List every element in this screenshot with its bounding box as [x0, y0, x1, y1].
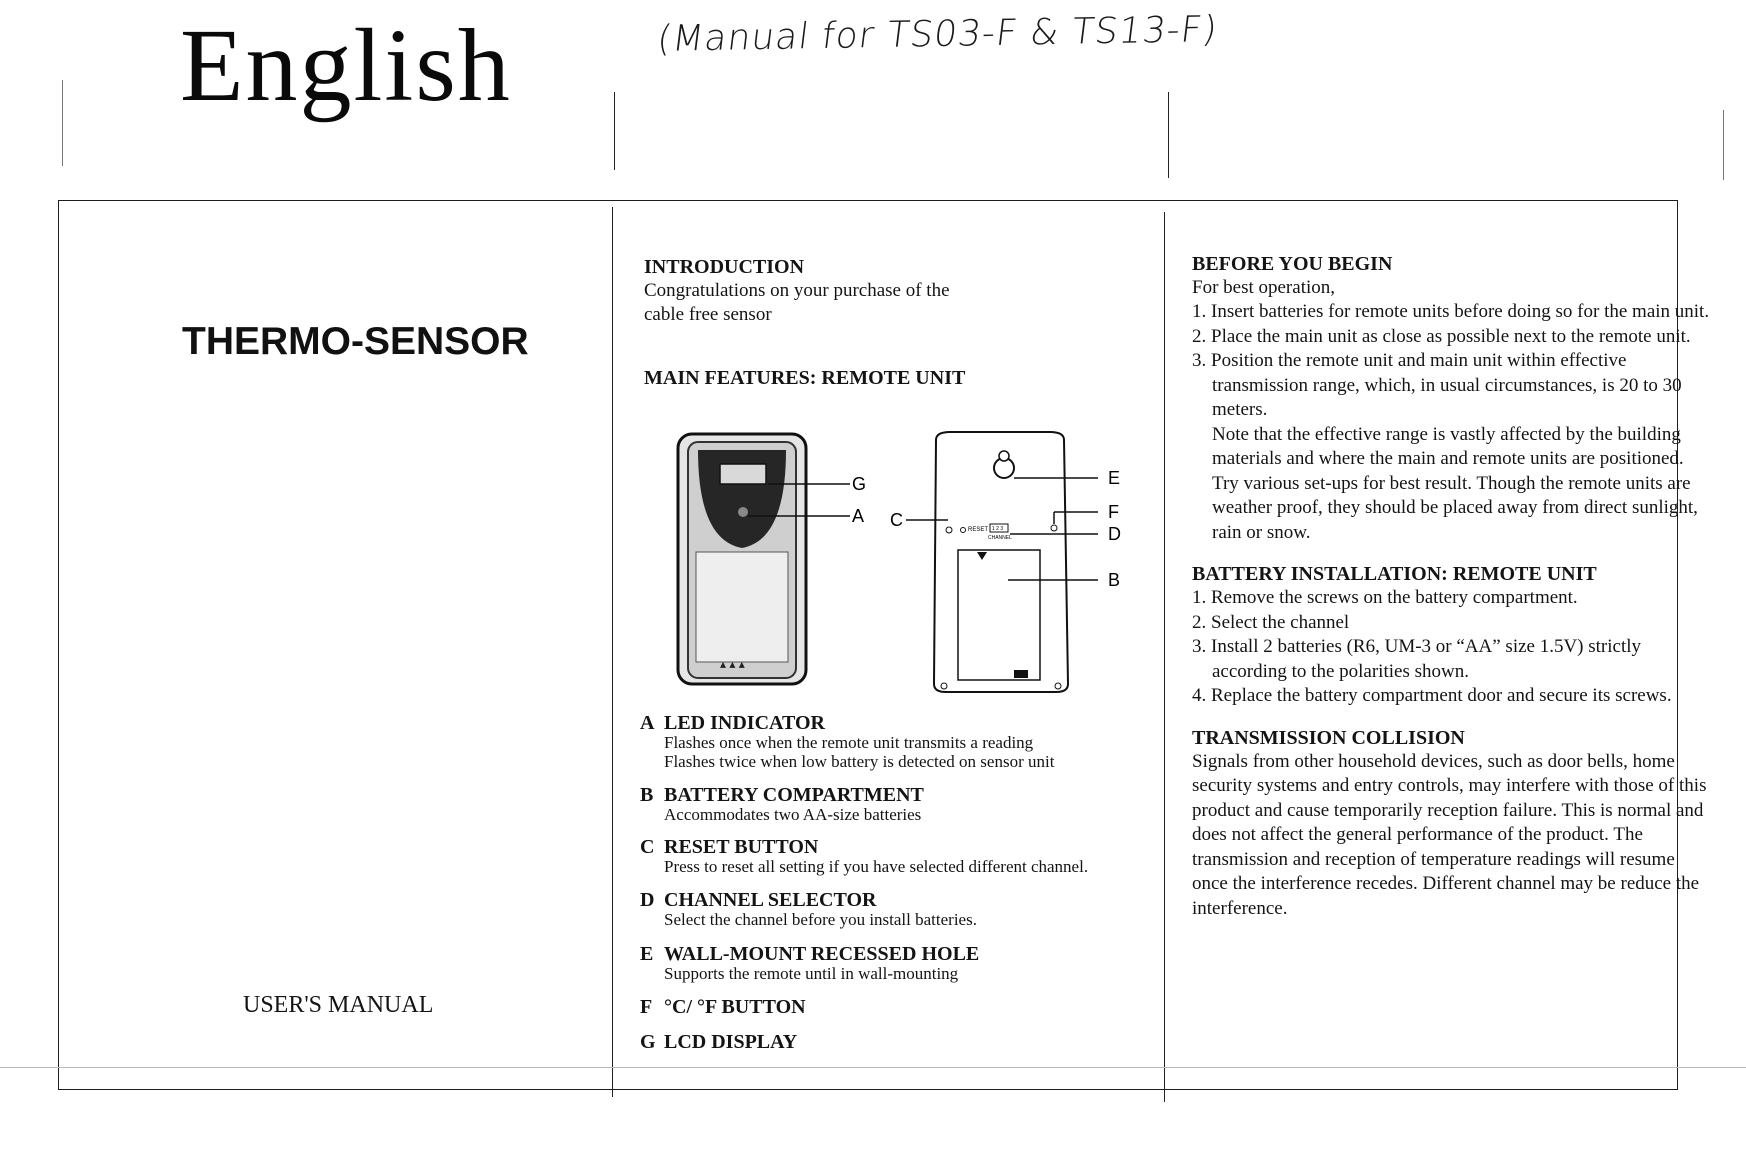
legend-desc: Flashes twice when low battery is detected on sensor unit: [664, 751, 1055, 771]
fold-line: [0, 1067, 1746, 1068]
front-view-illustration: [678, 434, 806, 684]
legend-item-b: [640, 784, 1160, 825]
handwritten-note: (Manual for TS03-F & TS13-F): [654, 9, 1221, 60]
header-divider-right: [1723, 110, 1724, 180]
header-divider-left: [62, 80, 63, 166]
diagram-channel-text: CHANNEL: [988, 535, 1012, 541]
step-item: 2. Select the channel: [1192, 611, 1350, 633]
step-item: 2. Place the main unit as close as possible next to the remote unit.: [1192, 325, 1691, 347]
range-note: Note that the effective range is vastly affected by the building materials and where the main and remote units are positioned. Try various set-ups for best result. Though the remote units are weather proof, they should be placed away from direct sunlight, rain or snow.: [1212, 423, 1698, 543]
legend-title: LCD DISPLAY: [664, 1031, 798, 1053]
step-item: 4. Replace the battery compartment door and secure its screws.: [1192, 685, 1672, 706]
legend-title: BATTERY COMPARTMENT: [664, 784, 924, 806]
main-features-heading: MAIN FEATURES: REMOTE UNIT: [644, 367, 966, 389]
svg-text:▴ ▴ ▴: ▴ ▴ ▴: [720, 657, 745, 671]
step-item: 3. Position the remote unit and main unit within effective transmission range, which, in usual circumstances, is 20 to 30 meters.: [1192, 350, 1682, 420]
legend-title: LED INDICATOR: [664, 712, 825, 734]
legend-item-e: [640, 943, 1160, 984]
legend-letter: D: [640, 889, 655, 911]
diagram-channel-nums: 1 2 3: [992, 526, 1004, 532]
battery-installation-steps: [1192, 586, 1712, 709]
diagram-label-f: F: [1108, 502, 1119, 522]
panel-divider-1: [612, 207, 613, 1097]
diagram-label-a: A: [852, 506, 865, 526]
legend-desc: Press to reset all setting if you have selected different channel.: [664, 857, 1089, 876]
legend-item-f: [640, 996, 1160, 1018]
legend-item-g: [640, 1031, 1160, 1053]
legend-title: WALL-MOUNT RECESSED HOLE: [664, 943, 980, 965]
transmission-collision-text: Signals from other household devices, such as door bells, home security systems and entry controls, may interfere with those of this product and cause temporarily reception failure. This is normal and does not affect the general performance of the product. The transmission and reception of temperature readings will resume once the interference recedes. Different channel may be reduce the interference.: [1192, 750, 1707, 919]
legend-title: CHANNEL SELECTOR: [664, 889, 877, 911]
legend-item-d: [640, 889, 1160, 930]
remote-unit-diagram: [660, 420, 1140, 700]
diagram-label-d: D: [1108, 524, 1121, 544]
legend-desc: Accommodates two AA-size batteries: [664, 805, 922, 824]
battery-installation-heading: BATTERY INSTALLATION: REMOTE UNIT: [1192, 563, 1597, 585]
legend-desc: Flashes once when the remote unit transmits a reading: [664, 733, 1034, 752]
legend-letter: C: [640, 836, 655, 858]
introduction-line-1: Congratulations on your purchase of the: [644, 280, 950, 301]
diagram-reset-text: RESET: [968, 527, 989, 533]
battery-compartment-shape: [958, 550, 1040, 680]
middle-panel: [644, 256, 1164, 390]
header-divider-2: [1168, 92, 1169, 178]
legend-title: °C/ °F BUTTON: [664, 996, 806, 1018]
legend-letter: B: [640, 784, 654, 806]
panel-divider-2: [1164, 212, 1165, 1102]
introduction-heading: INTRODUCTION: [644, 256, 805, 278]
step-item: 1. Insert batteries for remote units before doing so for the main unit.: [1192, 301, 1710, 322]
diagram-label-e: E: [1108, 468, 1121, 488]
step-item: 1. Remove the screws on the battery compartment.: [1192, 587, 1578, 608]
introduction-line-2: cable free sensor: [644, 304, 772, 325]
legend-letter: F: [640, 996, 653, 1018]
right-panel: [1192, 253, 1712, 921]
lcd-display-shape: [720, 464, 766, 484]
legend-letter: A: [640, 712, 655, 734]
header-divider-1: [614, 92, 615, 170]
before-you-begin-steps: [1192, 300, 1712, 423]
manual-label: USER'S MANUAL: [243, 992, 434, 1018]
diagram-label-g: G: [852, 474, 867, 494]
before-you-begin-intro: For best operation,: [1192, 277, 1336, 298]
legend-item-a: [640, 712, 1160, 771]
transmission-collision-heading: TRANSMISSION COLLISION: [1192, 726, 1465, 749]
legend-letter: G: [640, 1031, 656, 1053]
legend-desc: Supports the remote until in wall-mounting: [664, 964, 959, 983]
legend-item-c: [640, 836, 1160, 877]
diagram-label-c: C: [890, 510, 903, 530]
legend-desc: Select the channel before you install batteries.: [664, 910, 977, 929]
led-shape: [738, 507, 748, 517]
step-item: 3. Install 2 batteries (R6, UM-3 or “AA” size 1.5V) strictly according to the polarities shown.: [1192, 636, 1642, 682]
language-title: English: [180, 8, 512, 123]
back-view-illustration: [934, 432, 1068, 692]
legend-letter: E: [640, 943, 654, 965]
diagram-label-b: B: [1108, 570, 1121, 590]
before-you-begin-heading: BEFORE YOU BEGIN: [1192, 253, 1393, 275]
legend-title: RESET BUTTON: [664, 836, 819, 858]
product-title: THERMO-SENSOR: [182, 320, 529, 363]
